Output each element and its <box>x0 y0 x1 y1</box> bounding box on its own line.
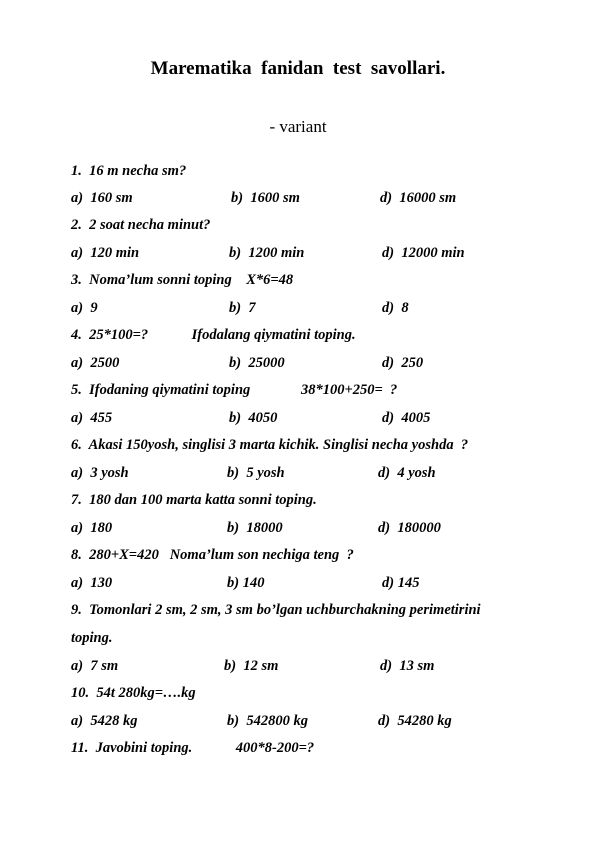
question-1-option-b: b) 1600 sm <box>231 190 300 206</box>
question-6-option-b: b) 5 yosh <box>227 465 285 481</box>
question-4-option-d: d) 250 <box>382 355 424 371</box>
question-2: 2. 2 soat necha minut? <box>71 217 211 233</box>
question-4-option-b: b) 25000 <box>229 355 285 371</box>
variant-label: - variant <box>269 117 327 136</box>
question-11: 11. Javobini toping. 400*8-200=? <box>71 740 315 756</box>
question-6: 6. Akasi 150yosh, singlisi 3 marta kichik. Singlisi necha yoshda ? <box>71 437 469 453</box>
question-7-option-d: d) 180000 <box>378 520 441 536</box>
question-1: 1. 16 m necha sm? <box>71 163 187 179</box>
question-9-option-b: b) 12 sm <box>224 658 279 674</box>
question-8-option-d: d) 145 <box>382 575 420 591</box>
question-8: 8. 280+X=420 Noma’lum son nechiga teng ? <box>71 547 354 563</box>
question-6-option-a: a) 3 yosh <box>71 465 129 481</box>
question-7-option-b: b) 18000 <box>227 520 283 536</box>
question-9-option-d: d) 13 sm <box>380 658 435 674</box>
question-7: 7. 180 dan 100 marta katta sonni toping. <box>71 492 317 508</box>
question-3-option-b: b) 7 <box>229 300 256 316</box>
question-9-option-a: a) 7 sm <box>71 658 119 674</box>
question-5: 5. Ifodaning qiymatini toping 38*100+250= ? <box>71 382 398 398</box>
question-8-option-a: a) 130 <box>71 575 113 591</box>
question-7-option-a: a) 180 <box>71 520 113 536</box>
question-9-continued: toping. <box>71 630 113 646</box>
question-10-option-b: b) 542800 kg <box>227 713 308 729</box>
question-6-option-d: d) 4 yosh <box>378 465 436 481</box>
question-4-option-a: a) 2500 <box>71 355 120 371</box>
question-10-option-a: a) 5428 kg <box>71 713 138 729</box>
question-5-option-d: d) 4005 <box>382 410 431 426</box>
question-10-option-d: d) 54280 kg <box>378 713 452 729</box>
question-4: 4. 25*100=? Ifodalang qiymatini toping. <box>71 327 356 343</box>
question-5-option-a: a) 455 <box>71 410 113 426</box>
question-8-option-b: b) 140 <box>227 575 265 591</box>
question-3-option-a: a) 9 <box>71 300 98 316</box>
question-10: 10. 54t 280kg=….kg <box>71 685 196 701</box>
question-3: 3. Noma’lum sonni toping X*6=48 <box>71 272 294 288</box>
question-5-option-b: b) 4050 <box>229 410 278 426</box>
question-2-option-d: d) 12000 min <box>382 245 465 261</box>
question-9: 9. Tomonlari 2 sm, 2 sm, 3 sm bo’lgan uchburchakning perimetirini <box>71 602 481 618</box>
question-1-option-a: a) 160 sm <box>71 190 133 206</box>
question-1-option-d: d) 16000 sm <box>380 190 457 206</box>
question-2-option-b: b) 1200 min <box>229 245 305 261</box>
question-3-option-d: d) 8 <box>382 300 409 316</box>
question-2-option-a: a) 120 min <box>71 245 140 261</box>
document-title: Marematika fanidan test savollari. <box>150 58 446 79</box>
